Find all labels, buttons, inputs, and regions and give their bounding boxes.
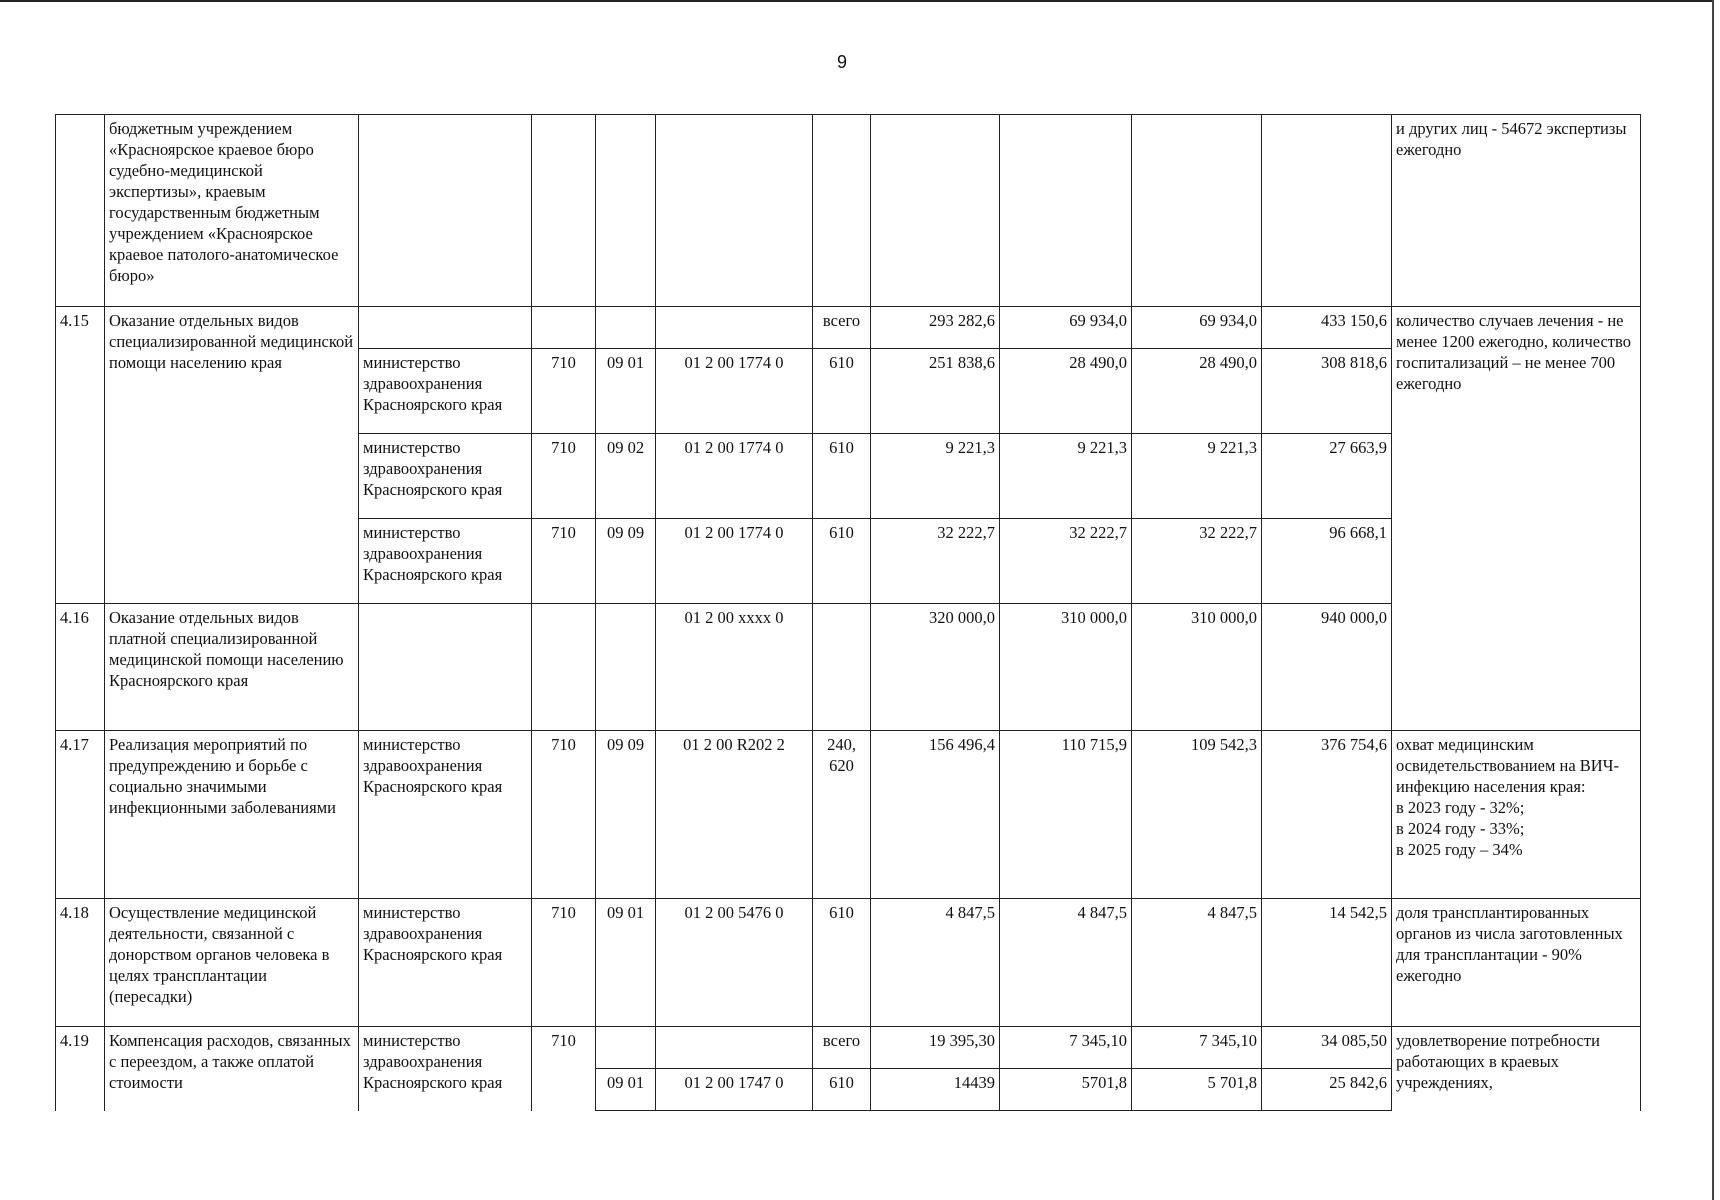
year2-cell: 310 000,0 [1000, 604, 1132, 731]
code-cell [532, 307, 596, 349]
total-cell: 940 000,0 [1262, 604, 1392, 731]
year2-cell: 32 222,7 [1000, 519, 1132, 604]
rzpr-cell: 09 09 [596, 519, 656, 604]
rzpr-cell: 09 09 [596, 731, 656, 899]
rzpr-cell [596, 1027, 656, 1069]
csr-cell: 01 2 00 1774 0 [656, 349, 813, 434]
total-cell [1262, 115, 1392, 307]
right-border-line [1712, 0, 1714, 1200]
vr-cell: 610 [813, 349, 871, 434]
csr-cell: 01 2 00 1747 0 [656, 1069, 813, 1111]
year1-cell: 320 000,0 [871, 604, 1000, 731]
table-row [56, 307, 1641, 349]
total-cell: 308 818,6 [1262, 349, 1392, 434]
activity-name: Оказание отдельных видов специализированной медицинской помощи населению края [105, 307, 359, 604]
table-row [56, 731, 1641, 899]
expected-result: удовлетворение потребности работающих в краевых учреждениях, [1392, 1027, 1641, 1111]
year1-cell: 32 222,7 [871, 519, 1000, 604]
expected-result-text: охват медицинским освидетельствованием на ВИЧ-инфекцию населения края: [1396, 735, 1619, 796]
grbs-cell [359, 604, 532, 731]
grbs-cell: министерство здравоохранения Красноярского края [359, 349, 532, 434]
csr-cell: 01 2 00 R202 2 [656, 731, 813, 899]
year1-cell: 4 847,5 [871, 899, 1000, 1027]
grbs-cell: министерство здравоохранения Красноярского края [359, 899, 532, 1027]
year1-cell [871, 115, 1000, 307]
year2-cell: 69 934,0 [1000, 307, 1132, 349]
expected-result-line: в 2025 году – 34% [1396, 840, 1523, 859]
csr-cell: 01 2 00 1774 0 [656, 519, 813, 604]
grbs-cell: министерство здравоохранения Красноярского края [359, 731, 532, 899]
csr-cell [656, 115, 813, 307]
expected-result-line: в 2024 году - 33%; [1396, 819, 1525, 838]
code-cell: 710 [532, 434, 596, 519]
year2-cell: 110 715,9 [1000, 731, 1132, 899]
code-cell: 710 [532, 731, 596, 899]
total-cell: 34 085,50 [1262, 1027, 1392, 1069]
rzpr-cell: 09 01 [596, 1069, 656, 1111]
program-activities-table [55, 114, 1641, 1111]
code-cell: 710 [532, 519, 596, 604]
rzpr-cell [596, 604, 656, 731]
total-cell: 25 842,6 [1262, 1069, 1392, 1111]
row-number [56, 115, 105, 307]
total-cell: 96 668,1 [1262, 519, 1392, 604]
expected-result [1392, 731, 1641, 899]
activity-name: Осуществление медицинской деятельности, связанной с донорством органов человека в целях трансплантации (пересадки) [105, 899, 359, 1027]
year3-cell: 7 345,10 [1132, 1027, 1262, 1069]
year2-cell: 5701,8 [1000, 1069, 1132, 1111]
vr-cell [813, 604, 871, 731]
year2-cell: 9 221,3 [1000, 434, 1132, 519]
row-number: 4.19 [56, 1027, 105, 1111]
grbs-cell [359, 307, 532, 349]
year1-cell: 9 221,3 [871, 434, 1000, 519]
vr-cell: 610 [813, 1069, 871, 1111]
rzpr-cell: 09 02 [596, 434, 656, 519]
year1-cell: 293 282,6 [871, 307, 1000, 349]
table-row [56, 899, 1641, 1027]
table-row [56, 1027, 1641, 1069]
row-number: 4.15 [56, 307, 105, 604]
table-row [56, 115, 1641, 307]
vr-cell: 610 [813, 899, 871, 1027]
expected-result: доля трансплантированных органов из числа заготовленных для трансплантации - 90% ежегодно [1392, 899, 1641, 1027]
year3-cell: 9 221,3 [1132, 434, 1262, 519]
row-number: 4.16 [56, 604, 105, 731]
vr-cell [813, 115, 871, 307]
vr-cell: 240, 620 [813, 731, 871, 899]
grbs-cell [359, 115, 532, 307]
csr-cell: 01 2 00 xxxx 0 [656, 604, 813, 731]
csr-cell: 01 2 00 1774 0 [656, 434, 813, 519]
vr-cell: 610 [813, 434, 871, 519]
grbs-cell: министерство здравоохранения Красноярского края [359, 434, 532, 519]
csr-cell [656, 307, 813, 349]
csr-cell: 01 2 00 5476 0 [656, 899, 813, 1027]
total-cell: 433 150,6 [1262, 307, 1392, 349]
activity-name: Реализация мероприятий по предупреждению и борьбе с социально значимыми инфекционными заболеваниями [105, 731, 359, 899]
top-border-line [0, 0, 1712, 2]
year3-cell: 5 701,8 [1132, 1069, 1262, 1111]
rzpr-cell [596, 115, 656, 307]
code-cell: 710 [532, 1027, 596, 1111]
year3-cell [1132, 115, 1262, 307]
total-cell: 376 754,6 [1262, 731, 1392, 899]
code-cell: 710 [532, 349, 596, 434]
rzpr-cell: 09 01 [596, 899, 656, 1027]
year2-cell: 7 345,10 [1000, 1027, 1132, 1069]
year1-cell: 156 496,4 [871, 731, 1000, 899]
expected-result-line: в 2023 году - 32%; [1396, 798, 1525, 817]
code-cell [532, 604, 596, 731]
year2-cell: 28 490,0 [1000, 349, 1132, 434]
csr-cell [656, 1027, 813, 1069]
rzpr-cell [596, 307, 656, 349]
vr-cell: всего [813, 1027, 871, 1069]
year2-cell [1000, 115, 1132, 307]
vr-cell: всего [813, 307, 871, 349]
grbs-cell: министерство здравоохранения Красноярского края [359, 1027, 532, 1111]
rzpr-cell: 09 01 [596, 349, 656, 434]
row-number: 4.18 [56, 899, 105, 1027]
year3-cell: 109 542,3 [1132, 731, 1262, 899]
code-cell [532, 115, 596, 307]
year3-cell: 310 000,0 [1132, 604, 1262, 731]
year3-cell: 32 222,7 [1132, 519, 1262, 604]
activity-name: бюджетным учреждением «Красноярское краевое бюро судебно-медицинской экспертизы», краевым государственным бюджетным учреждением «Красноярское краевое патолого-анатомическое бюро» [105, 115, 359, 307]
vr-cell: 610 [813, 519, 871, 604]
row-number: 4.17 [56, 731, 105, 899]
grbs-cell: министерство здравоохранения Красноярского края [359, 519, 532, 604]
expected-result: и других лиц - 54672 экспертизы ежегодно [1392, 115, 1641, 307]
year1-cell: 19 395,30 [871, 1027, 1000, 1069]
code-cell: 710 [532, 899, 596, 1027]
total-cell: 14 542,5 [1262, 899, 1392, 1027]
year3-cell: 4 847,5 [1132, 899, 1262, 1027]
expected-result: количество случаев лечения - не менее 1200 ежегодно, количество госпитализаций – не менее 700 ежегодно [1392, 307, 1641, 731]
year1-cell: 251 838,6 [871, 349, 1000, 434]
total-cell: 27 663,9 [1262, 434, 1392, 519]
year2-cell: 4 847,5 [1000, 899, 1132, 1027]
page-number: 9 [836, 52, 847, 72]
activity-name: Компенсация расходов, связанных с переездом, а также оплатой стоимости [105, 1027, 359, 1111]
year3-cell: 69 934,0 [1132, 307, 1262, 349]
year1-cell: 14439 [871, 1069, 1000, 1111]
activity-name: Оказание отдельных видов платной специализированной медицинской помощи населению Красноярского края [105, 604, 359, 731]
year3-cell: 28 490,0 [1132, 349, 1262, 434]
